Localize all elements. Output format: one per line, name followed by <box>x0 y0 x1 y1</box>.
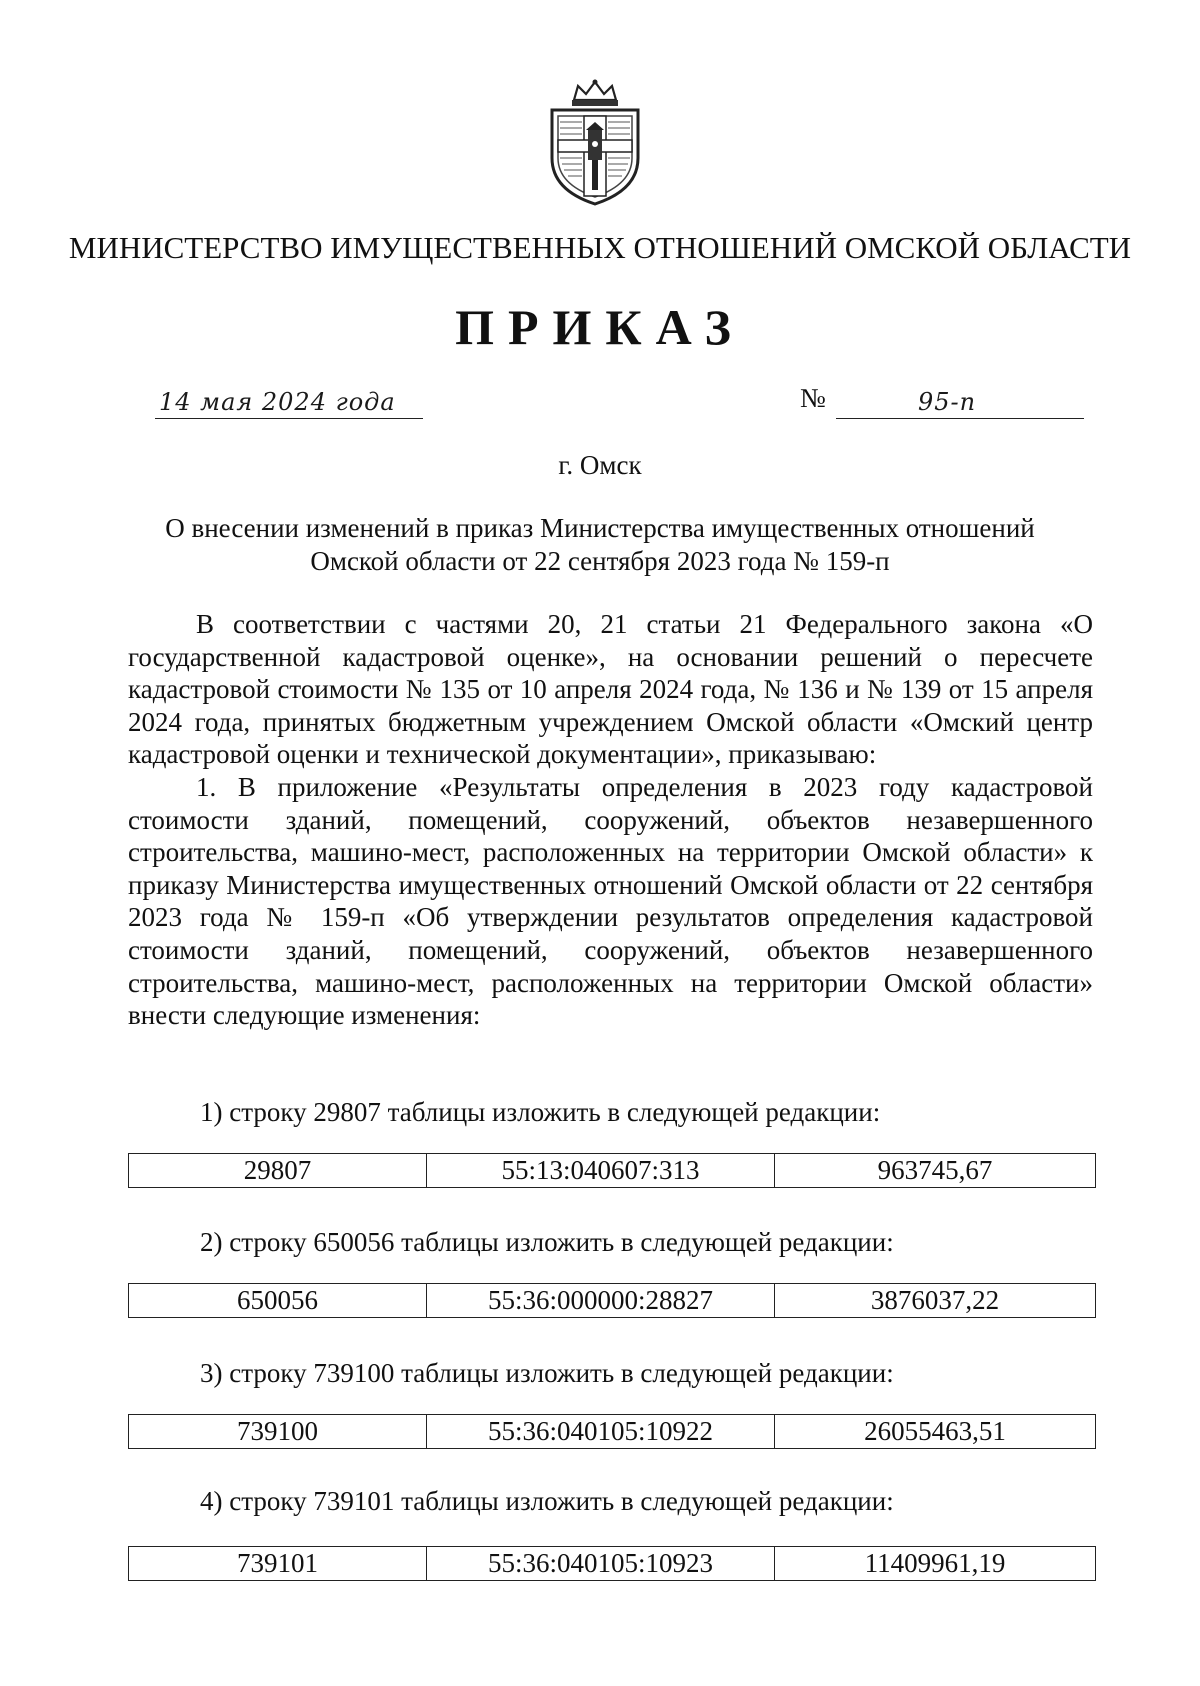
change-2-table-row <box>128 1283 1096 1318</box>
row-number-cell: 739100 <box>129 1415 427 1448</box>
cadastral-number-cell: 55:36:040105:10922 <box>427 1415 775 1448</box>
change-1-label: 1) строку 29807 таблицы изложить в следующей редакции: <box>200 1097 881 1127</box>
change-3-label: 3) строку 739100 таблицы изложить в следующей редакции: <box>200 1358 894 1388</box>
change-3-table-row <box>128 1414 1096 1449</box>
change-4-label: 4) строку 739101 таблицы изложить в следующей редакции: <box>200 1486 894 1516</box>
change-4-table-row <box>128 1546 1096 1581</box>
preamble-paragraph: В соответствии с частями 20, 21 статьи 21 Федерального закона «О государственной кадастровой оценке», на основании решений о пересчете кадастровой стоимости № 135 от 10 апреля 2024 года, № 136 и № 139 от 15 апреля 2024 года, принятых бюджетным учреждением Омской области «Омский центр кадастровой оценки и технической документации», приказываю: <box>128 609 1093 770</box>
cadastral-value-cell: 3876037,22 <box>870 1285 1000 1315</box>
cadastral-number-cell: 55:36:000000:28827 <box>427 1284 775 1317</box>
date-field <box>155 384 423 419</box>
row-number-cell: 739101 <box>129 1547 427 1580</box>
city-name: г. Омск <box>558 450 642 480</box>
handwritten-number: 95-п <box>918 388 977 416</box>
cadastral-number-cell: 55:13:040607:313 <box>427 1154 775 1187</box>
document-type-title: ПРИКАЗ <box>455 299 745 355</box>
change-1-table-row <box>128 1153 1096 1188</box>
cadastral-value-cell: 26055463,51 <box>864 1416 1006 1446</box>
cadastral-value-cell: 11409961,19 <box>864 1548 1006 1578</box>
cadastral-value-cell: 963745,67 <box>877 1155 993 1185</box>
row-number-cell: 650056 <box>129 1284 427 1317</box>
point-1-paragraph: 1. В приложение «Результаты определения в 2023 году кадастровой стоимости зданий, помещений, сооружений, объектов незавершенного строительства, машино-мест, расположенных на территории Омской области» к приказу Министерства имущественных отношений Омской области от 22 сентября 2023 года № 159-п «Об утверждении результатов определения кадастровой стоимости зданий, помещений, сооружений, объектов незавершенного строительства, машино-мест, расположенных на территории Омской области» внести следующие изменения: <box>128 771 1093 1031</box>
document-body <box>128 608 1093 1032</box>
ministry-name: МИНИСТЕРСТВО ИМУЩЕСТВЕННЫХ ОТНОШЕНИЙ ОМСКОЙ ОБЛАСТИ <box>68 230 1132 265</box>
row-number-cell: 29807 <box>129 1154 427 1187</box>
change-2-label: 2) строку 650056 таблицы изложить в следующей редакции: <box>200 1227 894 1257</box>
handwritten-date: 14 мая 2024 года <box>159 388 396 416</box>
subject-line-2: Омской области от 22 сентября 2023 года № 159-п <box>310 546 890 576</box>
document-subject <box>130 512 1070 578</box>
number-label: № <box>800 383 826 413</box>
cadastral-number-cell: 55:36:040105:10923 <box>427 1547 775 1580</box>
subject-line-1: О внесении изменений в приказ Министерства имущественных отношений <box>165 513 1035 543</box>
number-field <box>836 384 1084 419</box>
omsk-coat-of-arms-icon <box>544 78 646 208</box>
